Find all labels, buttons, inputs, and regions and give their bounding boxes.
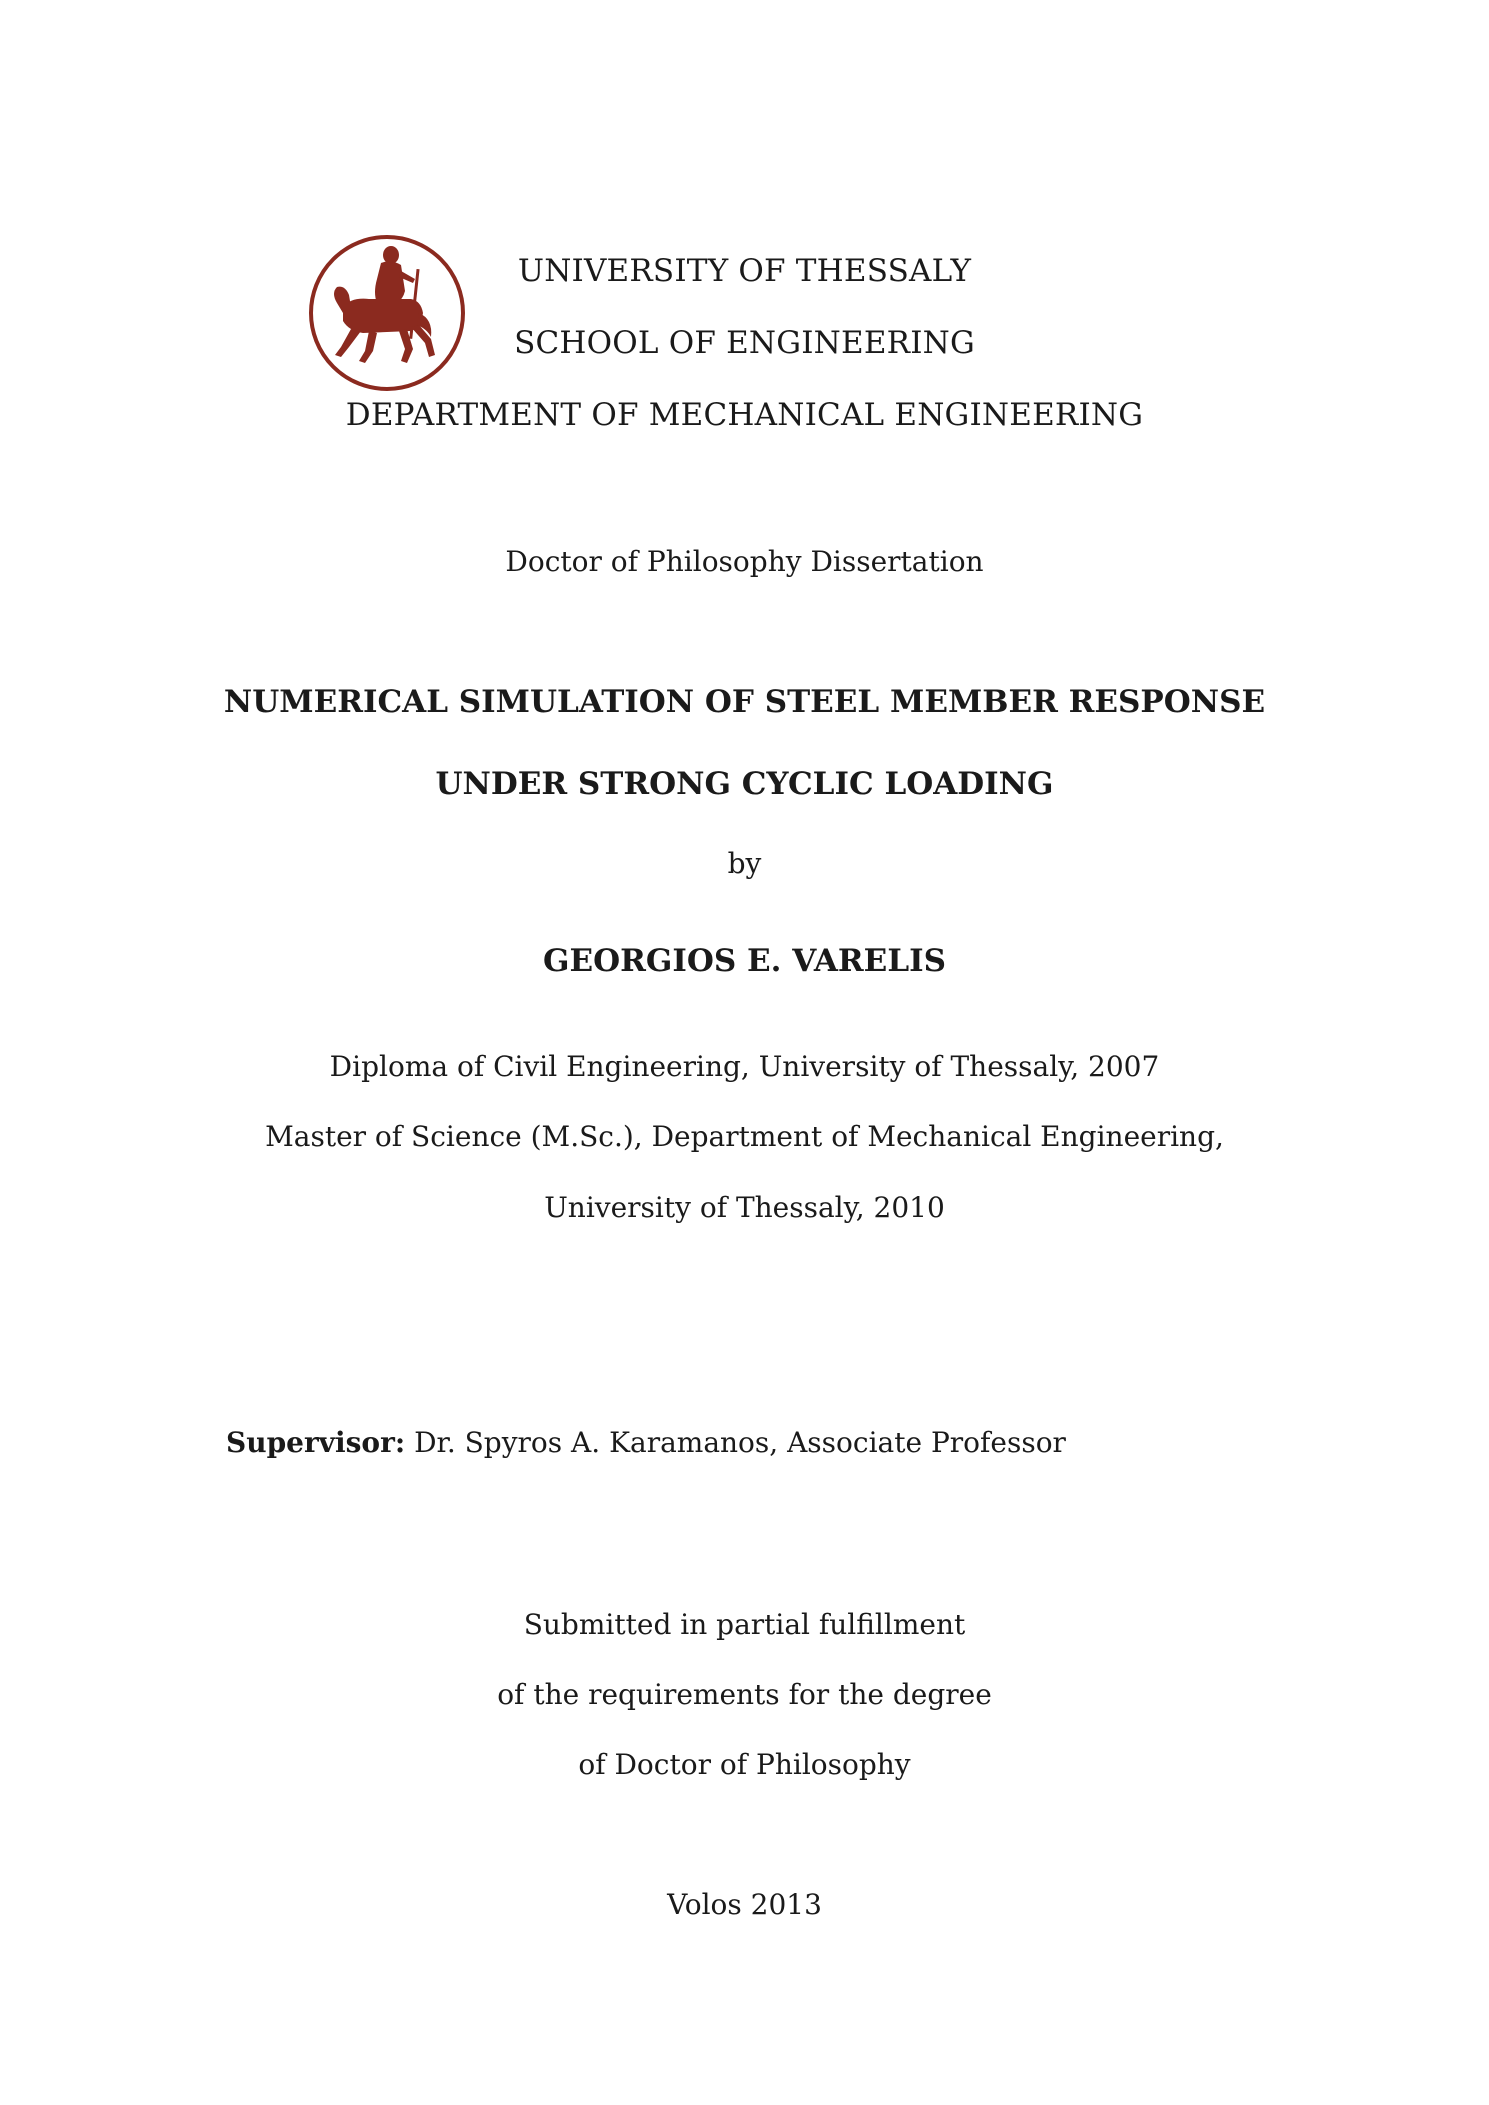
by-label: by bbox=[727, 847, 762, 880]
department-name: DEPARTMENT OF MECHANICAL ENGINEERING bbox=[345, 397, 1144, 433]
school-name: SCHOOL OF ENGINEERING bbox=[514, 325, 975, 361]
submission-line: of the requirements for the degree bbox=[497, 1678, 992, 1711]
supervisor-label: Supervisor: bbox=[226, 1426, 406, 1459]
credential-line: Diploma of Civil Engineering, University of Thessaly, 2007 bbox=[329, 1050, 1160, 1083]
submission-line: of Doctor of Philosophy bbox=[578, 1748, 911, 1781]
credential-line: University of Thessaly, 2010 bbox=[544, 1191, 945, 1224]
dissertation-title-line-2: UNDER STRONG CYCLIC LOADING bbox=[435, 766, 1054, 802]
submission-line: Submitted in partial fulfillment bbox=[523, 1608, 966, 1641]
university-name: UNIVERSITY OF THESSALY bbox=[517, 253, 972, 289]
supervisor-line bbox=[226, 1426, 1066, 1459]
document-type: Doctor of Philosophy Dissertation bbox=[505, 545, 984, 578]
dissertation-title-line-1: NUMERICAL SIMULATION OF STEEL MEMBER RESPONSE bbox=[223, 684, 1266, 720]
place-year: Volos 2013 bbox=[667, 1888, 822, 1921]
supervisor-name: Dr. Spyros A. Karamanos, Associate Professor bbox=[414, 1426, 1066, 1459]
credential-line: Master of Science (M.Sc.), Department of Mechanical Engineering, bbox=[265, 1120, 1224, 1153]
author-name: GEORGIOS E. VARELIS bbox=[542, 943, 946, 979]
